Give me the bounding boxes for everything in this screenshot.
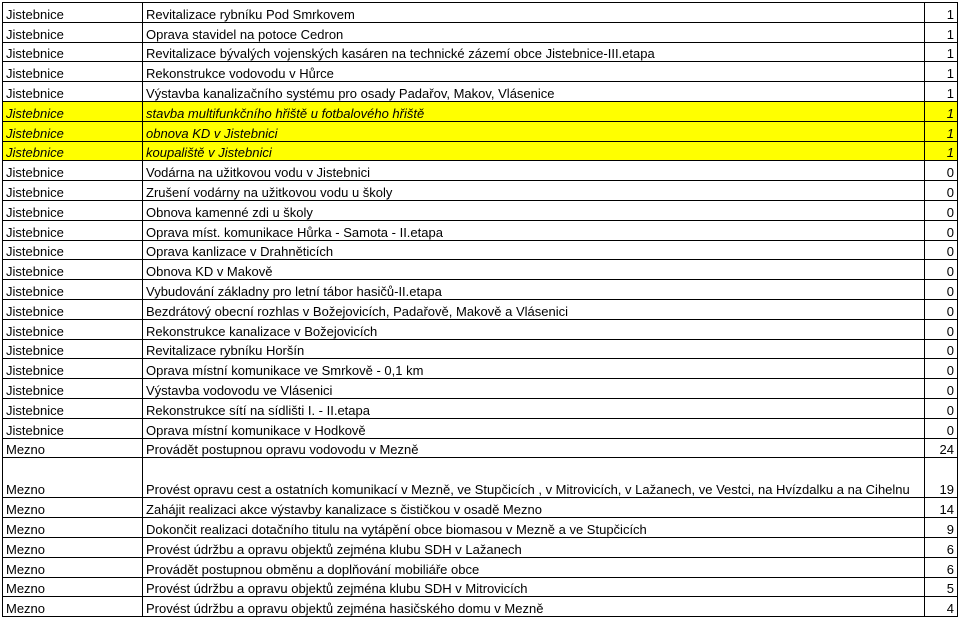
project-cell[interactable]: Revitalizace bývalých vojenských kasáren na technické zázemí obce Jistebnice-III.etapa: [143, 42, 925, 62]
municipality-cell[interactable]: Jistebnice: [3, 418, 143, 438]
count-cell[interactable]: 4: [925, 597, 958, 617]
municipality-cell[interactable]: Mezno: [3, 458, 143, 498]
municipality-cell[interactable]: Jistebnice: [3, 398, 143, 418]
municipality-cell[interactable]: Jistebnice: [3, 42, 143, 62]
table-row: [3, 220, 958, 240]
project-cell[interactable]: Provést opravu cest a ostatních komunikací v Mezně, ve Stupčicích , v Mitrovicích, v Lažanech, ve Vestci, na Hvízdalku a na Cihelnu: [143, 458, 925, 498]
project-cell[interactable]: Oprava míst. komunikace Hůrka - Samota - II.etapa: [143, 220, 925, 240]
table-row: [3, 359, 958, 379]
municipality-cell[interactable]: Mezno: [3, 597, 143, 617]
municipality-cell[interactable]: Jistebnice: [3, 3, 143, 23]
table-row: [3, 62, 958, 82]
table-row: [3, 398, 958, 418]
table-row: [3, 161, 958, 181]
project-cell[interactable]: stavba multifunkčního hřiště u fotbalového hřiště: [143, 101, 925, 121]
municipality-cell[interactable]: Jistebnice: [3, 161, 143, 181]
municipality-cell[interactable]: Jistebnice: [3, 280, 143, 300]
count-cell[interactable]: 0: [925, 220, 958, 240]
municipality-cell[interactable]: Jistebnice: [3, 62, 143, 82]
count-cell[interactable]: 1: [925, 42, 958, 62]
table-row: [3, 319, 958, 339]
count-cell[interactable]: 0: [925, 280, 958, 300]
count-cell[interactable]: 0: [925, 359, 958, 379]
project-cell[interactable]: Obnova KD v Makově: [143, 260, 925, 280]
table-row: [3, 557, 958, 577]
project-cell[interactable]: obnova KD v Jistebnici: [143, 121, 925, 141]
municipality-cell[interactable]: Jistebnice: [3, 240, 143, 260]
count-cell[interactable]: 5: [925, 577, 958, 597]
project-cell[interactable]: Zahájit realizaci akce výstavby kanalizace s čističkou v osadě Mezno: [143, 498, 925, 518]
table-row: [3, 3, 958, 23]
municipality-cell[interactable]: Jistebnice: [3, 260, 143, 280]
table-row: [3, 498, 958, 518]
project-table: [2, 2, 958, 617]
count-cell[interactable]: 0: [925, 398, 958, 418]
count-cell[interactable]: 1: [925, 22, 958, 42]
table-row: [3, 339, 958, 359]
count-cell[interactable]: 1: [925, 121, 958, 141]
project-cell[interactable]: Revitalizace rybníku Pod Smrkovem: [143, 3, 925, 23]
count-cell[interactable]: 0: [925, 181, 958, 201]
project-cell[interactable]: Rekonstrukce sítí na sídlišti I. - II.etapa: [143, 398, 925, 418]
count-cell[interactable]: 1: [925, 62, 958, 82]
project-cell[interactable]: Revitalizace rybníku Horšín: [143, 339, 925, 359]
count-cell[interactable]: 9: [925, 518, 958, 538]
project-cell[interactable]: Provádět postupnou opravu vodovodu v Mezně: [143, 438, 925, 458]
municipality-cell[interactable]: Jistebnice: [3, 121, 143, 141]
table-row: [3, 101, 958, 121]
table-row: [3, 597, 958, 617]
count-cell[interactable]: 0: [925, 240, 958, 260]
municipality-cell[interactable]: Jistebnice: [3, 319, 143, 339]
municipality-cell[interactable]: Mezno: [3, 438, 143, 458]
count-cell[interactable]: 0: [925, 319, 958, 339]
municipality-cell[interactable]: Jistebnice: [3, 181, 143, 201]
municipality-cell[interactable]: Jistebnice: [3, 220, 143, 240]
municipality-cell[interactable]: Jistebnice: [3, 101, 143, 121]
project-cell[interactable]: Obnova kamenné zdi u školy: [143, 200, 925, 220]
table-row: [3, 458, 958, 498]
table-row: [3, 200, 958, 220]
table-row: [3, 42, 958, 62]
count-cell[interactable]: 0: [925, 161, 958, 181]
table-row: [3, 577, 958, 597]
municipality-cell[interactable]: Mezno: [3, 577, 143, 597]
table-row: [3, 22, 958, 42]
municipality-cell[interactable]: Jistebnice: [3, 82, 143, 102]
project-cell[interactable]: Výstavba vodovodu ve Vlásenici: [143, 379, 925, 399]
table-row: [3, 418, 958, 438]
count-cell[interactable]: 0: [925, 339, 958, 359]
project-cell[interactable]: Provést údržbu a opravu objektů zejména klubu SDH v Mitrovicích: [143, 577, 925, 597]
project-cell[interactable]: Rekonstrukce vodovodu v Hůrce: [143, 62, 925, 82]
municipality-cell[interactable]: Jistebnice: [3, 141, 143, 161]
count-cell[interactable]: 0: [925, 418, 958, 438]
project-cell[interactable]: Dokončit realizaci dotačního titulu na vytápění obce biomasou v Mezně a ve Stupčicích: [143, 518, 925, 538]
count-cell[interactable]: 0: [925, 299, 958, 319]
project-cell[interactable]: Zrušení vodárny na užitkovou vodu u školy: [143, 181, 925, 201]
count-cell[interactable]: 1: [925, 101, 958, 121]
table-row: [3, 82, 958, 102]
table-row: [3, 537, 958, 557]
table-row: [3, 121, 958, 141]
municipality-cell[interactable]: Mezno: [3, 557, 143, 577]
municipality-cell[interactable]: Jistebnice: [3, 22, 143, 42]
municipality-cell[interactable]: Mezno: [3, 498, 143, 518]
table-row: [3, 280, 958, 300]
project-cell[interactable]: Provést údržbu a opravu objektů zejména hasičského domu v Mezně: [143, 597, 925, 617]
project-cell[interactable]: Vybudování základny pro letní tábor hasičů-II.etapa: [143, 280, 925, 300]
count-cell[interactable]: 0: [925, 260, 958, 280]
project-table-body: [3, 3, 958, 617]
municipality-cell[interactable]: Jistebnice: [3, 299, 143, 319]
project-cell[interactable]: koupaliště v Jistebnici: [143, 141, 925, 161]
table-row: [3, 181, 958, 201]
project-cell[interactable]: Oprava místní komunikace ve Smrkově - 0,1 km: [143, 359, 925, 379]
table-row: [3, 518, 958, 538]
count-cell[interactable]: 19: [925, 458, 958, 498]
table-row: [3, 141, 958, 161]
project-cell[interactable]: Oprava kanlizace v Drahněticích: [143, 240, 925, 260]
count-cell[interactable]: 24: [925, 438, 958, 458]
count-cell[interactable]: 1: [925, 141, 958, 161]
table-row: [3, 240, 958, 260]
municipality-cell[interactable]: Jistebnice: [3, 200, 143, 220]
count-cell[interactable]: 1: [925, 82, 958, 102]
count-cell[interactable]: 0: [925, 200, 958, 220]
count-cell[interactable]: 0: [925, 379, 958, 399]
municipality-cell[interactable]: Jistebnice: [3, 339, 143, 359]
count-cell[interactable]: 1: [925, 3, 958, 23]
table-row: [3, 299, 958, 319]
municipality-cell[interactable]: Jistebnice: [3, 359, 143, 379]
table-row: [3, 379, 958, 399]
project-cell[interactable]: Oprava stavidel na potoce Cedron: [143, 22, 925, 42]
count-cell[interactable]: 14: [925, 498, 958, 518]
count-cell[interactable]: 6: [925, 557, 958, 577]
project-cell[interactable]: Výstavba kanalizačního systému pro osady Padařov, Makov, Vlásenice: [143, 82, 925, 102]
project-cell[interactable]: Rekonstrukce kanalizace v Božejovicích: [143, 319, 925, 339]
municipality-cell[interactable]: Jistebnice: [3, 379, 143, 399]
project-cell[interactable]: Provádět postupnou obměnu a doplňování mobiliáře obce: [143, 557, 925, 577]
municipality-cell[interactable]: Mezno: [3, 537, 143, 557]
municipality-cell[interactable]: Mezno: [3, 518, 143, 538]
table-row: [3, 438, 958, 458]
project-cell[interactable]: Oprava místní komunikace v Hodkově: [143, 418, 925, 438]
table-row: [3, 260, 958, 280]
project-cell[interactable]: Vodárna na užitkovou vodu v Jistebnici: [143, 161, 925, 181]
count-cell[interactable]: 6: [925, 537, 958, 557]
project-cell[interactable]: Provést údržbu a opravu objektů zejména klubu SDH v Lažanech: [143, 537, 925, 557]
project-cell[interactable]: Bezdrátový obecní rozhlas v Božejovicích, Padařově, Makově a Vlásenici: [143, 299, 925, 319]
